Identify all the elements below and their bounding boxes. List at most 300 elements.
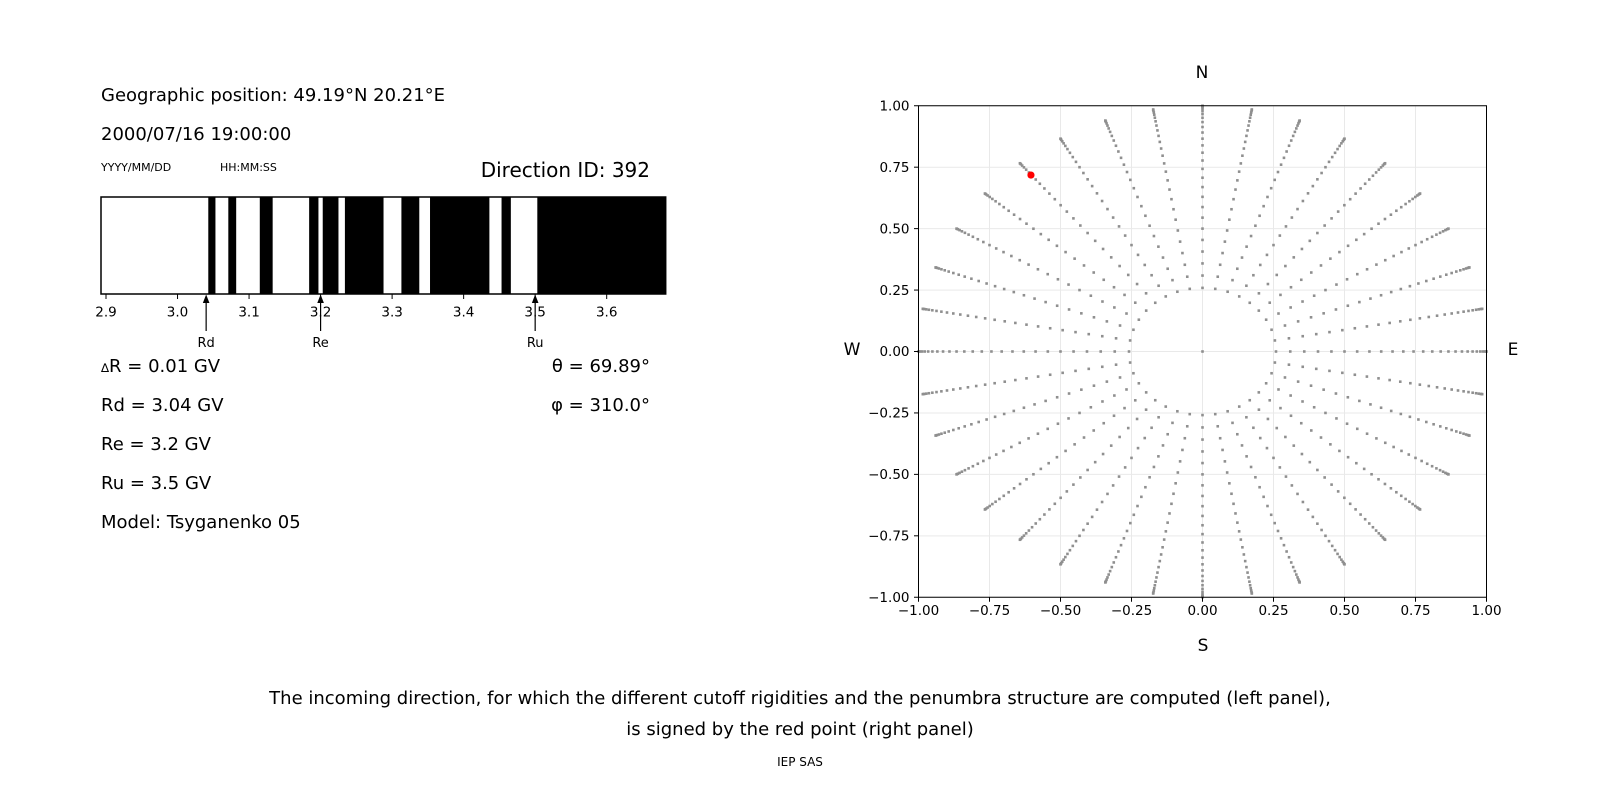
direction-dot (985, 282, 988, 285)
direction-dot (1244, 560, 1247, 563)
direction-dot (1341, 372, 1344, 375)
direction-dot (1258, 309, 1261, 312)
direction-dot (1267, 418, 1270, 421)
direction-dot (1221, 449, 1224, 452)
direction-dot (1201, 121, 1204, 124)
direction-dot (1037, 432, 1040, 435)
direction-dot (1245, 416, 1248, 419)
direction-dot (1290, 561, 1293, 564)
marker-arrow-head (532, 295, 539, 304)
direction-dot (1334, 152, 1337, 155)
direction-dot (1290, 414, 1293, 417)
direction-dot (1309, 461, 1312, 464)
direction-dot (1267, 283, 1270, 286)
direction-dot (1447, 350, 1450, 353)
direction-dot (1018, 259, 1021, 262)
direction-dot (1364, 518, 1367, 521)
direction-dot (1172, 492, 1175, 495)
direction-dot (1459, 431, 1462, 434)
direction-dot (1154, 399, 1157, 402)
direction-dot (1468, 266, 1471, 269)
direction-dot (1119, 376, 1122, 379)
direction-dot (1110, 444, 1113, 447)
direction-dot (1368, 178, 1371, 181)
direction-dot (1363, 468, 1366, 471)
direction-dot (1216, 275, 1219, 278)
direction-dot (1355, 462, 1358, 465)
direction-dot (967, 467, 970, 470)
direction-dot (1059, 137, 1062, 140)
direction-dot (1347, 245, 1350, 248)
direction-dot (1330, 350, 1333, 353)
direction-dot (1201, 159, 1204, 162)
direction-dot (1335, 392, 1338, 395)
direction-dot (1335, 417, 1338, 420)
direction-dot (1019, 218, 1022, 221)
info-row: Re = 3.2 GV (101, 434, 211, 455)
direction-dot (1323, 224, 1326, 227)
direction-dot (1150, 274, 1153, 277)
direction-dot (1188, 413, 1191, 416)
direction-dot (1366, 432, 1369, 435)
direction-dot (1082, 529, 1085, 532)
direction-dot (1056, 456, 1059, 459)
penumbra-bands (208, 197, 665, 294)
direction-dot (1346, 278, 1349, 281)
direction-dot (1112, 484, 1115, 487)
direction-dot (1409, 416, 1412, 419)
direction-dot (1266, 447, 1269, 450)
direction-dot (1101, 335, 1104, 338)
direction-dot (1245, 566, 1248, 569)
direction-dot (1145, 292, 1148, 295)
direction-dot (1000, 350, 1003, 353)
direction-dot (1462, 268, 1465, 271)
direction-dot (1309, 240, 1312, 243)
direction-dot (1334, 549, 1337, 552)
direction-dot (1044, 400, 1047, 403)
direction-dot (1157, 566, 1160, 569)
direction-dot (1138, 318, 1141, 321)
direction-dot (1426, 462, 1429, 465)
forbidden-band (260, 197, 273, 294)
direction-dot (1231, 279, 1234, 282)
direction-dot (1289, 394, 1292, 397)
direction-dot (977, 462, 980, 465)
direction-dot (1074, 370, 1077, 373)
direction-dot (1003, 413, 1006, 416)
direction-dot (1102, 248, 1105, 251)
forbidden-band (430, 197, 489, 294)
direction-dot (1279, 466, 1282, 469)
direction-dot (923, 350, 926, 353)
direction-dot (1101, 365, 1104, 368)
direction-dot (1137, 447, 1140, 450)
direction-dot (967, 233, 970, 236)
direction-dot (1248, 580, 1251, 583)
direction-dot (1262, 496, 1265, 499)
direction-dot (1201, 206, 1204, 209)
direction-dot (1277, 388, 1280, 391)
direction-dot (947, 430, 950, 433)
direction-dot (1249, 584, 1252, 587)
direction-dot (1158, 141, 1161, 144)
direction-dot (1153, 587, 1156, 590)
direction-dot (1328, 540, 1331, 543)
direction-dot (1238, 530, 1241, 533)
direction-dot (1143, 437, 1146, 440)
direction-dot (1066, 553, 1069, 556)
direction-dot (1188, 288, 1191, 291)
direction-dot (1086, 232, 1089, 235)
direction-dot (1251, 108, 1254, 111)
direction-dot (1273, 179, 1276, 182)
direction-dot (1288, 363, 1291, 366)
direction-dot (1391, 350, 1394, 353)
direction-dot (947, 270, 950, 273)
direction-dot (1248, 301, 1251, 304)
direction-dot (1439, 350, 1442, 353)
direction-dot (1285, 225, 1288, 228)
direction-dot (1272, 457, 1275, 460)
direction-dot (1468, 434, 1471, 437)
direction-dot (1420, 241, 1423, 244)
direction-dot (1219, 437, 1222, 440)
direction-dot (1083, 264, 1086, 267)
direction-dot (1106, 208, 1109, 211)
direction-dot (1176, 290, 1179, 293)
direction-dot (931, 309, 934, 312)
direction-dot (1380, 294, 1383, 297)
direction-dot (1280, 537, 1283, 540)
compass-east-label: E (1507, 340, 1519, 360)
direction-dot (1201, 414, 1204, 417)
direction-dot (1201, 168, 1204, 171)
direction-dot (1412, 350, 1415, 353)
direction-dot (1136, 196, 1139, 199)
direction-plot (830, 40, 1530, 670)
theta-text: θ = 69.89° (551, 356, 650, 377)
direction-dot (1129, 361, 1132, 364)
direction-dot (1250, 466, 1253, 469)
direction-dot (1201, 126, 1204, 129)
direction-dot (1336, 148, 1339, 151)
direction-dot (1471, 309, 1474, 312)
direction-dot (1144, 486, 1147, 489)
direction-dot (935, 391, 938, 394)
direction-dot (1002, 450, 1005, 453)
direction-dot (1455, 270, 1458, 273)
direction-dot (1307, 192, 1310, 195)
direction-dot (1288, 144, 1291, 147)
y-tick-label: 1.00 (879, 98, 910, 115)
direction-dot (1384, 538, 1387, 541)
direction-dot (1201, 563, 1204, 566)
direction-dot (1457, 311, 1460, 314)
direction-dot (1335, 308, 1338, 311)
direction-dot (1086, 522, 1089, 525)
direction-dot (1301, 365, 1304, 368)
direction-dot (1010, 446, 1013, 449)
direction-dot (1475, 308, 1478, 311)
direction-dot (1113, 350, 1116, 353)
direction-dot (1408, 200, 1411, 203)
direction-dot (1370, 473, 1373, 476)
direction-dot (1302, 501, 1305, 504)
direction-dot (1162, 444, 1165, 447)
direction-dot (1302, 200, 1305, 203)
direction-dot (1064, 145, 1067, 148)
direction-dot (1134, 399, 1137, 402)
direction-dot (1384, 442, 1387, 445)
rigidity-tick-label: 3.4 (452, 304, 475, 321)
direction-dot (1128, 350, 1131, 353)
direction-dot (1044, 301, 1047, 304)
direction-dot (1461, 350, 1464, 353)
direction-dot (1177, 229, 1180, 232)
direction-dot (1086, 350, 1089, 353)
direction-dot (1101, 501, 1104, 504)
direction-dot (1059, 350, 1062, 353)
direction-dot (1409, 382, 1412, 385)
direction-dot (1152, 592, 1155, 595)
direction-dot (1399, 320, 1402, 323)
direction-dot (1419, 317, 1422, 320)
direction-dot (970, 277, 973, 280)
direction-dot (1164, 295, 1167, 298)
direction-dot (1368, 350, 1371, 353)
direction-dot (1288, 337, 1291, 340)
direction-dot (922, 393, 925, 396)
direction-dot (1039, 182, 1042, 185)
direction-dot (1002, 206, 1005, 209)
direction-dot (1336, 553, 1339, 556)
direction-dot (1156, 129, 1159, 132)
direction-dot (1248, 120, 1251, 123)
direction-dot (1400, 206, 1403, 209)
direction-dot (1023, 406, 1026, 409)
direction-dot (1347, 304, 1350, 307)
direction-dot (943, 269, 946, 272)
direction-dot (959, 387, 962, 390)
direction-dot (991, 198, 994, 201)
direction-dot (1347, 456, 1350, 459)
direction-dot (1400, 251, 1403, 254)
info-row: Model: Tsyganenko 05 (101, 512, 301, 533)
direction-dot (1067, 417, 1070, 420)
direction-dot (1364, 182, 1367, 185)
direction-dot (1442, 470, 1445, 473)
direction-dot (1201, 541, 1204, 544)
direction-dot (1157, 284, 1160, 287)
direction-dot (1331, 545, 1334, 548)
direction-dot (1171, 422, 1174, 425)
direction-dot (1274, 361, 1277, 364)
direction-dot (1404, 498, 1407, 501)
forbidden-band (537, 197, 665, 294)
direction-dot (1426, 238, 1429, 241)
direction-dot (1074, 331, 1077, 334)
direction-dot (940, 390, 943, 393)
direction-dot (1258, 292, 1261, 295)
direction-dot (1279, 234, 1282, 237)
direction-dot (1375, 529, 1378, 532)
direction-dot (1330, 217, 1333, 220)
caption-line-2: is signed by the red point (right panel) (626, 719, 974, 740)
direction-dot (1219, 263, 1222, 266)
direction-dot (1356, 273, 1359, 276)
direction-dot (1102, 278, 1105, 281)
direction-dot (1445, 427, 1448, 430)
direction-dot (972, 235, 975, 238)
direction-dot (1354, 373, 1357, 376)
direction-dot (1201, 196, 1204, 199)
direction-dot (1057, 278, 1060, 281)
direction-dot (1115, 337, 1118, 340)
direction-dot (1124, 234, 1127, 237)
direction-dot (1377, 377, 1380, 380)
direction-dot (1201, 462, 1204, 465)
direction-dot (1277, 530, 1280, 533)
direction-dot (1384, 259, 1387, 262)
direction-dot (1174, 482, 1177, 485)
penumbra-plot (90, 190, 690, 360)
direction-dot (1102, 422, 1105, 425)
direction-dot (1471, 350, 1474, 353)
direction-dot (1254, 476, 1257, 479)
phi-text: φ = 310.0° (551, 395, 650, 416)
direction-dot (1059, 204, 1062, 207)
direction-dot (1296, 493, 1299, 496)
direction-dot (984, 317, 987, 320)
direction-dot (1240, 162, 1243, 165)
direction-dot (1201, 484, 1204, 487)
direction-dot (1201, 227, 1204, 230)
direction-dot (1047, 239, 1050, 242)
direction-dot (1136, 283, 1139, 286)
direction-dot (1384, 483, 1387, 486)
direction-dot (1047, 350, 1050, 353)
direction-dot (1292, 444, 1295, 447)
direction-dot (1093, 384, 1096, 387)
direction-dot (948, 350, 951, 353)
forbidden-band (502, 197, 511, 294)
direction-id-text: Direction ID: 392 (480, 158, 650, 182)
direction-dot (1109, 570, 1112, 573)
direction-dot (1111, 566, 1114, 569)
direction-dot (1157, 245, 1160, 248)
direction-dot (1145, 391, 1148, 394)
x-tick-label: −0.50 (1039, 602, 1082, 619)
direction-dot (1324, 535, 1327, 538)
direction-dot (1127, 274, 1130, 277)
direction-dot (1459, 269, 1462, 272)
direction-dot (1288, 556, 1291, 559)
marker-label: Ru (526, 336, 544, 351)
direction-dot (1298, 119, 1301, 122)
direction-dot (1201, 580, 1204, 583)
direction-dot (1291, 216, 1294, 219)
direction-dot (1322, 312, 1325, 315)
direction-dot (1032, 473, 1035, 476)
direction-dot (1245, 284, 1248, 287)
compass-west-label: W (843, 340, 861, 360)
direction-dot (1234, 512, 1237, 515)
direction-dot (1037, 268, 1040, 271)
direction-dot (1265, 382, 1268, 385)
direction-dot (1258, 214, 1261, 217)
direction-dot (1462, 432, 1465, 435)
direction-dot (1125, 312, 1128, 315)
x-tick-label: 0.75 (1400, 602, 1431, 619)
direction-dot (1244, 141, 1247, 144)
direction-dot (1475, 392, 1478, 395)
direction-dot (1414, 244, 1417, 247)
direction-dot (1201, 438, 1204, 441)
x-tick-label: −1.00 (897, 602, 940, 619)
direction-dot (1201, 287, 1204, 290)
direction-dot (1275, 427, 1278, 430)
direction-dot (936, 350, 939, 353)
direction-dot (982, 460, 985, 463)
direction-dot (1454, 350, 1457, 353)
direction-dot (1343, 497, 1346, 500)
direction-dot (1436, 314, 1439, 317)
direction-dot (1224, 240, 1227, 243)
direction-dot (1284, 436, 1287, 439)
direction-dot (1073, 443, 1076, 446)
direction-dot (1249, 113, 1252, 116)
direction-dot (1154, 580, 1157, 583)
direction-dot (1075, 540, 1078, 543)
direction-dot (1034, 178, 1037, 181)
direction-dot (1312, 185, 1315, 188)
direction-dot (1118, 265, 1121, 268)
direction-dot (1471, 391, 1474, 394)
direction-dot (1087, 333, 1090, 336)
direction-dot (1268, 301, 1271, 304)
direction-dot (1019, 483, 1022, 486)
direction-dot (1171, 279, 1174, 282)
direction-dot (1184, 263, 1187, 266)
direction-dot (1245, 135, 1248, 138)
direction-dot (1012, 291, 1015, 294)
direction-dot (1117, 150, 1120, 153)
direction-dot (977, 421, 980, 424)
direction-dot (1262, 205, 1265, 208)
direction-dot (1411, 503, 1414, 506)
direction-dot (988, 457, 991, 460)
direction-dot (1013, 487, 1016, 490)
direction-dot (1283, 544, 1286, 547)
direction-dot (1064, 556, 1067, 559)
direction-dot (931, 391, 934, 394)
direction-dot (1375, 437, 1378, 440)
direction-dot (1086, 178, 1089, 181)
direction-dot (955, 473, 958, 476)
direction-dot (1301, 335, 1304, 338)
direction-dot (977, 238, 980, 241)
direction-dot (1078, 412, 1081, 415)
direction-dot (1372, 174, 1375, 177)
direction-dot (1388, 322, 1391, 325)
direction-dot (1272, 244, 1275, 247)
direction-dot (1292, 135, 1295, 138)
direction-dot (1094, 461, 1097, 464)
direction-dot (1359, 187, 1362, 190)
direction-dot (1400, 495, 1403, 498)
direction-dot (1417, 282, 1420, 285)
